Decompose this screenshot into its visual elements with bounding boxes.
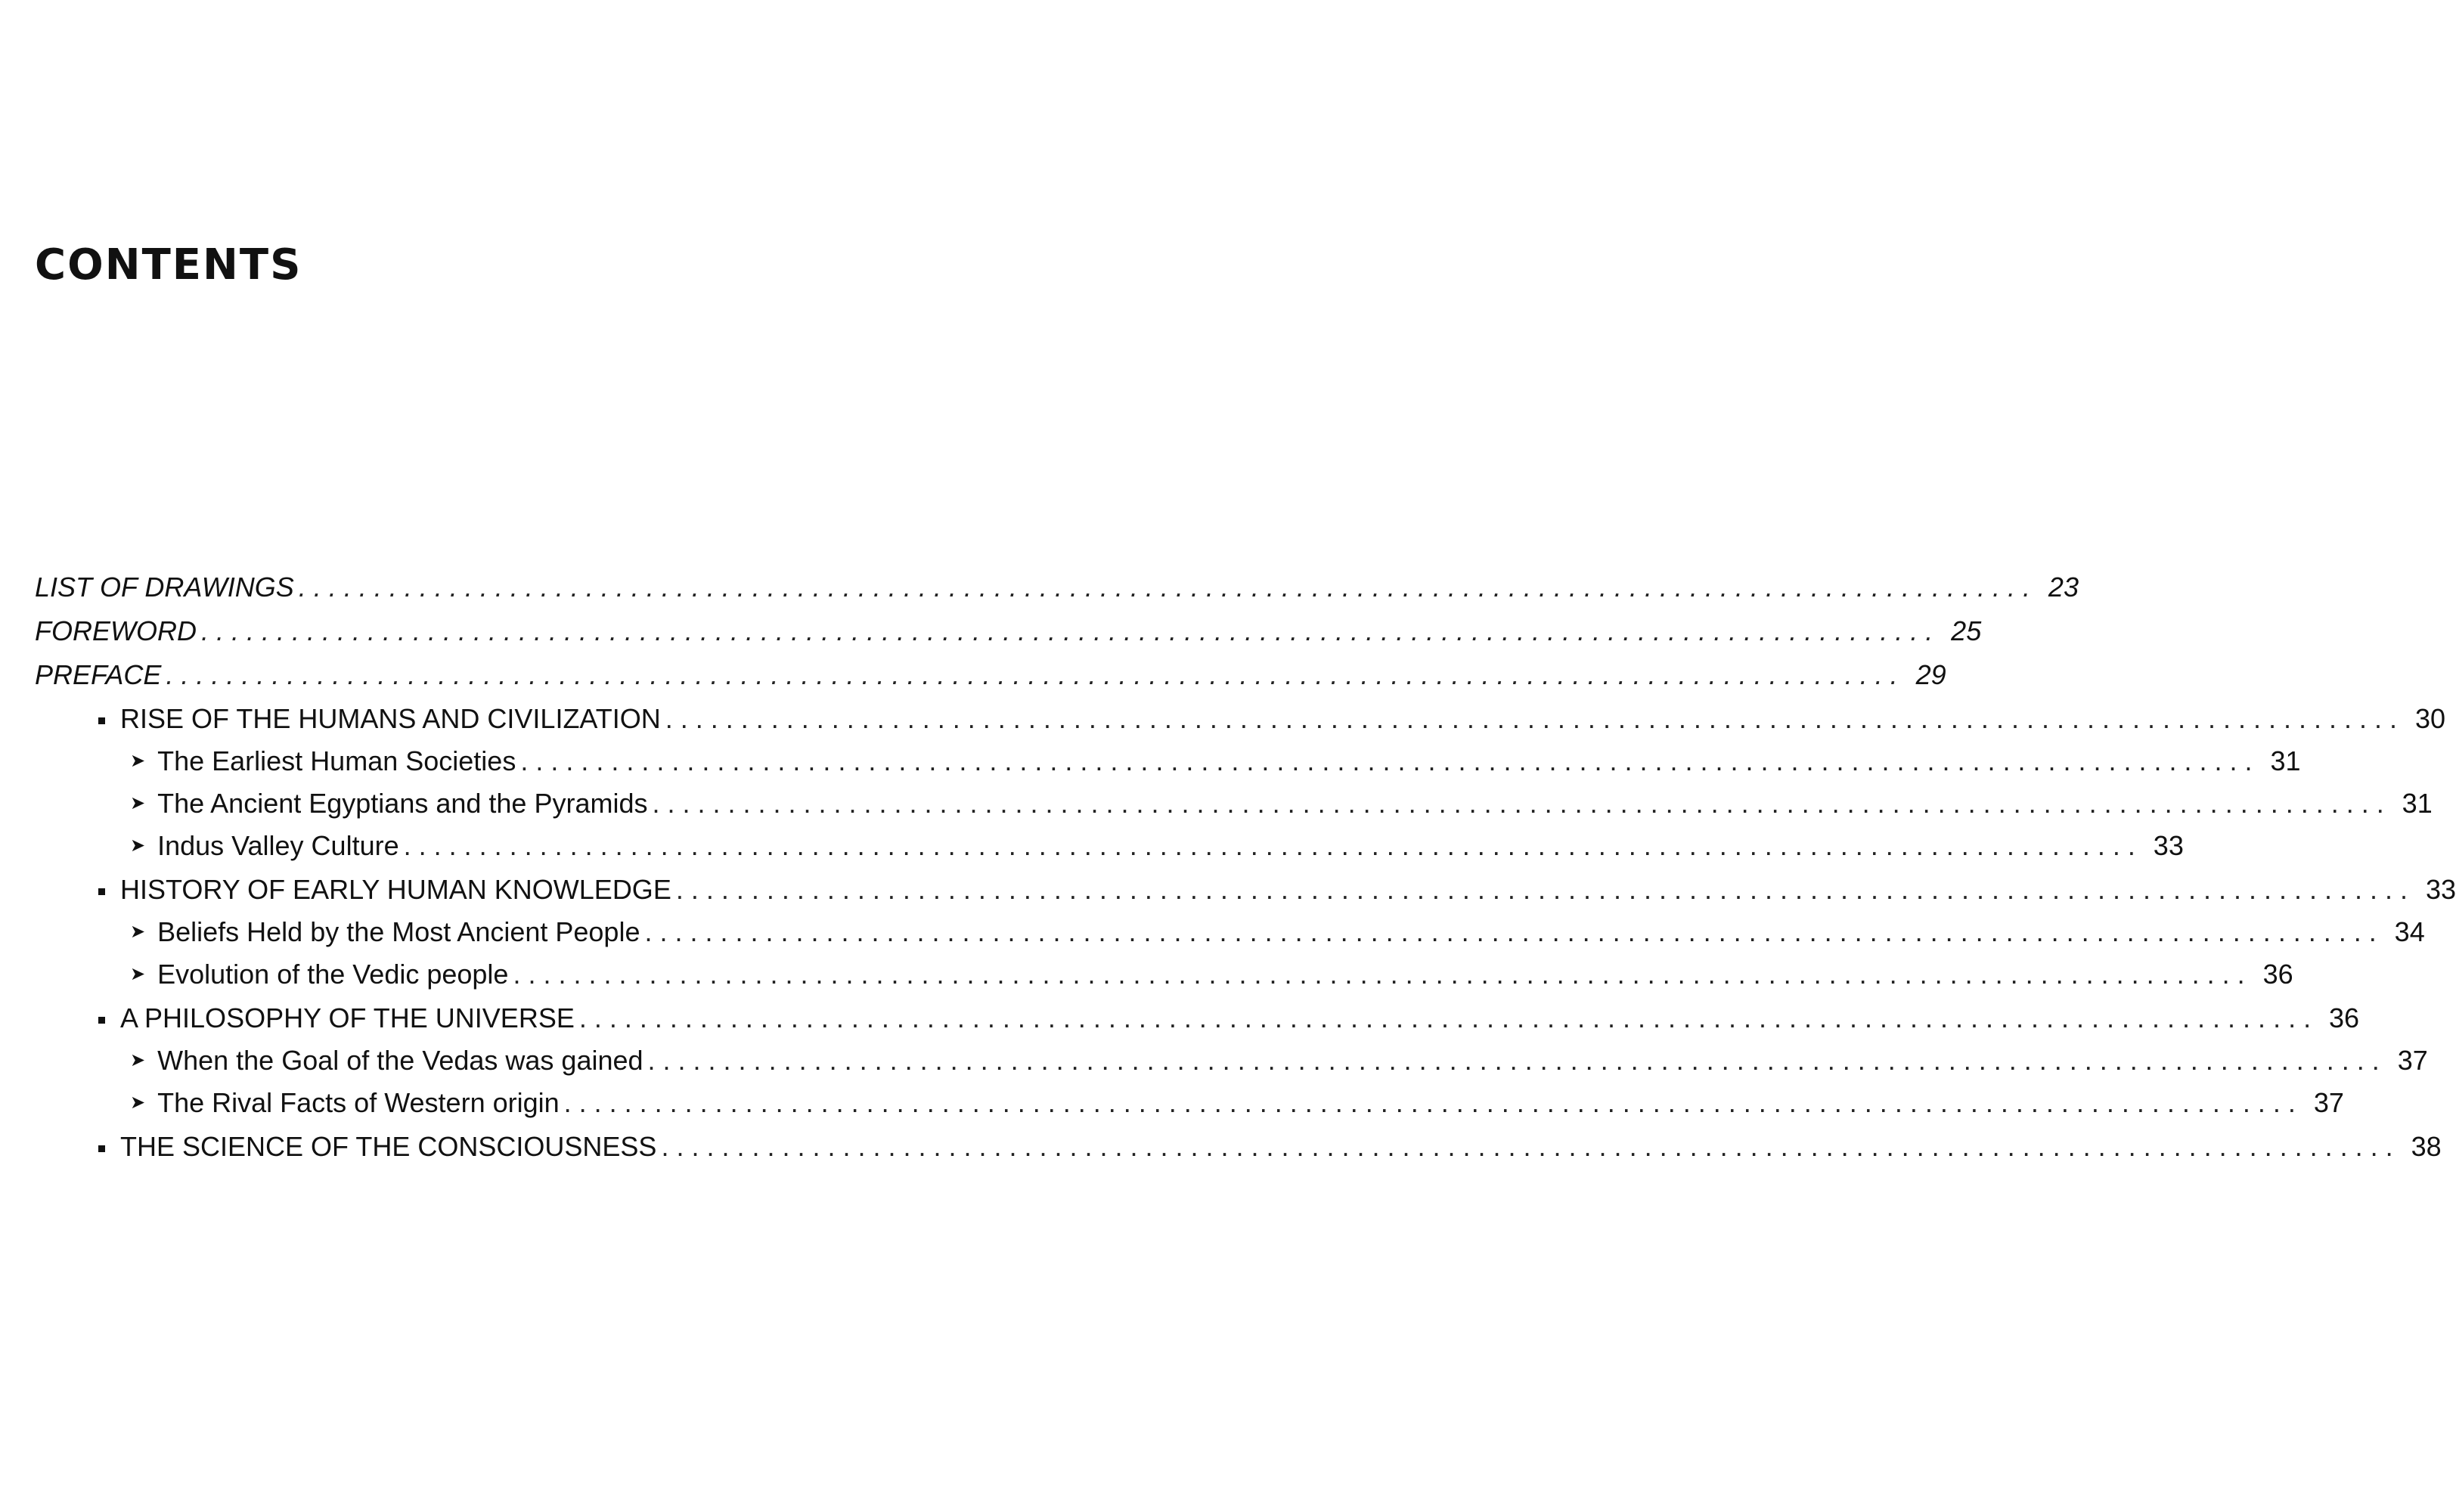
dot-leader: ................................................................................................................... <box>520 745 2260 776</box>
square-bullet-icon <box>98 888 105 895</box>
toc-entry-title: The Earliest Human Societies <box>157 745 516 776</box>
toc-entry-preface[interactable] <box>35 656 1946 694</box>
toc-entry-earliest-societies[interactable] <box>130 742 2301 780</box>
toc-entry-page: 23 <box>2048 572 2079 603</box>
page-title: CONTENTS <box>35 240 302 290</box>
square-bullet-icon <box>98 1017 105 1024</box>
toc-entry-page: 25 <box>1951 615 1982 646</box>
arrowhead-bullet-icon: ➤ <box>130 964 146 984</box>
toc-entry-science-consciousness[interactable] <box>98 1128 2442 1166</box>
toc-entry-page: 31 <box>2402 788 2433 819</box>
toc-entry-title: RISE OF THE HUMANS AND CIVILIZATION <box>120 703 661 734</box>
toc-entry-page: 30 <box>2414 703 2445 734</box>
toc-entry-page: 29 <box>1915 659 1946 690</box>
toc-entry-title: Evolution of the Vedic people <box>157 959 509 990</box>
toc-entry-title: PREFACE <box>35 659 162 690</box>
dot-leader: ................................................................................................................... <box>298 572 2038 603</box>
toc-entry-page: 36 <box>2329 1002 2360 1033</box>
toc-entry-page: 34 <box>2394 916 2425 947</box>
dot-leader: ................................................................................................................... <box>403 830 2143 861</box>
toc-entry-goal-vedas[interactable] <box>130 1042 2428 1080</box>
dot-leader: ................................................................................................................... <box>675 874 2416 905</box>
arrowhead-bullet-icon: ➤ <box>130 922 146 942</box>
dot-leader: ................................................................................................................... <box>563 1087 2303 1118</box>
dot-leader: ................................................................................................................... <box>513 959 2253 990</box>
dot-leader: ................................................................................................................... <box>200 615 1941 646</box>
toc-entry-page: 36 <box>2262 959 2293 990</box>
dot-leader: ................................................................................................................... <box>644 916 2384 947</box>
dot-leader: ................................................................................................................... <box>578 1002 2319 1033</box>
toc-entry-title: When the Goal of the Vedas was gained <box>157 1045 643 1076</box>
toc-entry-list-of-drawings[interactable] <box>35 569 2079 606</box>
toc-entry-page: 37 <box>2397 1045 2428 1076</box>
arrowhead-bullet-icon: ➤ <box>130 835 146 856</box>
toc-entry-title: The Ancient Egyptians and the Pyramids <box>157 788 648 819</box>
toc-entry-page: 33 <box>2153 830 2184 861</box>
toc-entry-page: 38 <box>2411 1131 2442 1162</box>
toc-entry-vedic-people[interactable] <box>130 956 2293 993</box>
dot-leader: ................................................................................................................... <box>166 659 1906 690</box>
toc-entry-rival-facts[interactable] <box>130 1084 2344 1122</box>
toc-entry-title: HISTORY OF EARLY HUMAN KNOWLEDGE <box>120 874 671 905</box>
toc-entry-title: FOREWORD <box>35 615 197 646</box>
toc-entry-title: Beliefs Held by the Most Ancient People <box>157 916 640 947</box>
square-bullet-icon <box>98 717 105 724</box>
arrowhead-bullet-icon: ➤ <box>130 1050 146 1070</box>
toc-entry-foreword[interactable] <box>35 612 1982 650</box>
toc-entry-page: 33 <box>2426 874 2456 905</box>
toc-entry-ancient-egyptians[interactable] <box>130 785 2433 823</box>
arrowhead-bullet-icon: ➤ <box>130 751 146 771</box>
toc-entry-title: The Rival Facts of Western origin <box>157 1087 560 1118</box>
toc-entry-beliefs-ancient[interactable] <box>130 913 2425 951</box>
toc-entry-rise-of-humans[interactable] <box>98 700 2445 738</box>
dot-leader: ................................................................................................................... <box>665 703 2405 734</box>
toc-entry-page: 31 <box>2270 745 2301 776</box>
toc-entry-title: LIST OF DRAWINGS <box>35 572 294 603</box>
toc-entry-indus-valley[interactable] <box>130 827 2184 865</box>
toc-entry-history-knowledge[interactable] <box>98 871 2456 909</box>
toc-entry-title: Indus Valley Culture <box>157 830 399 861</box>
dot-leader: ................................................................................................................... <box>661 1131 2401 1162</box>
dot-leader: ................................................................................................................... <box>647 1045 2387 1076</box>
arrowhead-bullet-icon: ➤ <box>130 793 146 813</box>
arrowhead-bullet-icon: ➤ <box>130 1092 146 1113</box>
square-bullet-icon <box>98 1145 105 1152</box>
toc-entry-philosophy-universe[interactable] <box>98 999 2360 1037</box>
toc-entry-title: THE SCIENCE OF THE CONSCIOUSNESS <box>120 1131 657 1162</box>
dot-leader: ................................................................................................................... <box>652 788 2392 819</box>
toc-entry-title: A PHILOSOPHY OF THE UNIVERSE <box>120 1002 575 1033</box>
toc-entry-page: 37 <box>2313 1087 2344 1118</box>
